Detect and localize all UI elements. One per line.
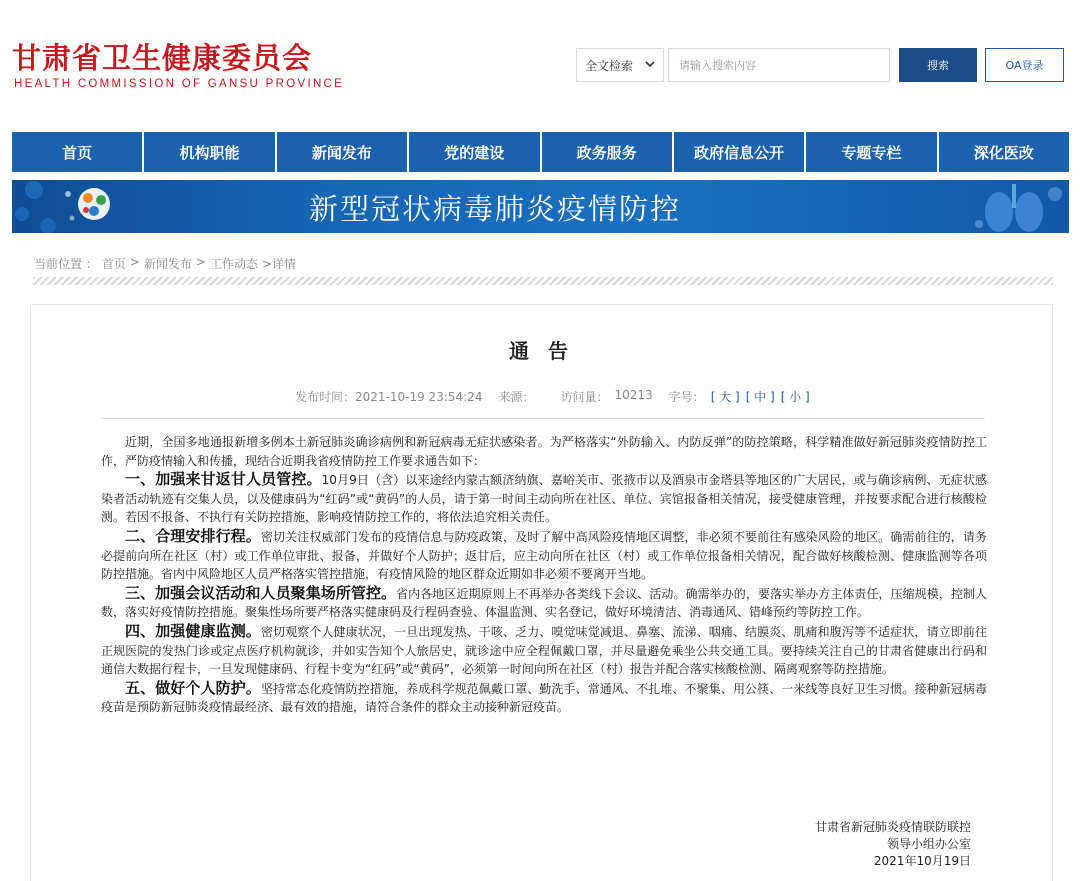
font-size-small-button[interactable]: [ 小 ] xyxy=(780,390,810,404)
section-text: 密切关注权威部门发布的疫情信息与防疫政策，及时了解中高风险疫情地区调整，非必须不要前往有感染风险的地区。确需前往的，请务必提前向所在社区（村）或工作单位审批、报备，并做好个人防护；返甘后，应主动向所在社区（村）或工作单位报备相关情况，配合做好核酸检测、健康监测等各项防控措施。省内中风险地区人员严格落实管控措施，有疫情风险的地区群众近期如非必须不要离开当地。 xyxy=(101,529,987,582)
site-logo-title[interactable]: 甘肃省卫生健康委员会 xyxy=(12,41,313,75)
section-heading: 三、加强会议活动和人员聚集场所管控。 xyxy=(125,583,397,602)
article-section xyxy=(101,470,987,527)
lungs-icon xyxy=(959,180,1069,233)
section-text: 省内各地区近期原则上不再举办各类线下会议、活动。确需举办的，要落实举办方主体责任，压缩规模，控制人数，落实好疫情防控措施。聚集性场所要严格落实健康码及行程码查验、体温监测、实名登记，做好环境清洁、消毒通风、错峰预约等防控工作。 xyxy=(101,586,987,620)
nav-item-functions[interactable]: 机构职能 xyxy=(144,132,274,172)
article-title: 通 告 xyxy=(509,339,574,363)
article-section xyxy=(101,527,987,584)
covid-banner[interactable] xyxy=(12,180,1069,233)
article-section xyxy=(101,584,987,622)
article-section xyxy=(101,679,987,717)
search-button[interactable]: 搜索 xyxy=(899,48,977,82)
article-body xyxy=(101,433,987,717)
chevron-down-icon xyxy=(644,58,656,70)
search-scope-select[interactable] xyxy=(576,48,664,82)
signature-date: 2021年10月19日 xyxy=(873,854,971,868)
breadcrumb-current: >详情 xyxy=(262,257,297,271)
signature-office: 领导小组办公室 xyxy=(886,837,971,851)
virus-molecule-icon xyxy=(12,180,152,233)
article-intro: 近期，全国多地通报新增多例本土新冠肺炎确诊病例和新冠病毒无症状感染者。为严格落实“外防输入、内防反弹”的防控策略，科学精准做好新冠肺炎疫情防控工作，严防疫情输入和传播，现结合近期我省疫情防控工作要求通告如下： xyxy=(101,435,987,468)
search-scope-value: 全文检索 xyxy=(585,58,634,73)
breadcrumb-separator: > xyxy=(195,255,206,269)
article-section xyxy=(101,622,987,679)
section-text: 密切观察个人健康状况，一旦出现发热、干咳、乏力、嗅觉味觉减退、鼻塞、流涕、咽痛、结膜炎、肌痛和腹泻等不适症状，请立即前往正规医院的发热门诊或定点医疗机构就诊，并如实告知个人旅居史，就诊途中应全程佩戴口罩，并尽量避免乘坐公共交通工具。要持续关注自己的甘肃省健康出行码和通信大数据行程卡，一旦发现健康码、行程卡变为“红码”或“黄码”，必须第一时间向所在社区（村）报告并配合落实核酸检测、隔离观察等防控措施。 xyxy=(101,624,987,677)
main-nav xyxy=(12,132,1069,172)
nav-item-topics[interactable]: 专题专栏 xyxy=(806,132,936,172)
section-heading: 一、加强来甘返甘人员管控。 xyxy=(125,470,322,489)
breadcrumb-home-link[interactable]: 首页 xyxy=(101,257,126,271)
article-meta xyxy=(295,388,810,405)
nav-item-services[interactable]: 政务服务 xyxy=(542,132,672,172)
article-signature xyxy=(781,819,971,870)
site-header xyxy=(0,0,1080,130)
breadcrumb-separator: > xyxy=(129,255,140,269)
breadcrumb-news-link[interactable]: 新闻发布 xyxy=(143,257,192,271)
nav-item-home[interactable]: 首页 xyxy=(12,132,142,172)
section-heading: 二、合理安排行程。 xyxy=(125,526,261,545)
oa-login-button[interactable]: OA登录 xyxy=(985,48,1064,82)
views-label: 访问量： xyxy=(560,390,609,404)
breadcrumb xyxy=(34,255,296,272)
font-size-label: 字号： xyxy=(668,390,705,404)
section-text: 坚持常态化疫情防控措施，养成科学规范佩戴口罩、勤洗手、常通风、不扎堆、不聚集、用公筷、一米线等良好卫生习惯。接种新冠病毒疫苗是预防新冠肺炎疫情最经济、最有效的措施，请符合条件的群众主动接种新冠疫苗。 xyxy=(101,681,987,715)
site-logo-subtitle: HEALTH COMMISSION OF GANSU PROVINCE xyxy=(14,78,345,90)
nav-item-disclosure[interactable]: 政府信息公开 xyxy=(674,132,804,172)
section-heading: 四、加强健康监测。 xyxy=(125,621,261,640)
source-label: 来源： xyxy=(498,390,535,404)
nav-item-news[interactable]: 新闻发布 xyxy=(277,132,407,172)
section-heading: 五、做好个人防护。 xyxy=(125,678,261,697)
article-panel xyxy=(30,304,1053,881)
views-count: 10213 xyxy=(614,388,653,402)
publish-time: 发布时间：2021-10-19 23:54:24 xyxy=(295,390,483,404)
meta-divider xyxy=(101,418,985,419)
breadcrumb-work-link[interactable]: 工作动态 xyxy=(209,257,258,271)
nav-item-reform[interactable]: 深化医改 xyxy=(939,132,1069,172)
breadcrumb-label: 当前位置 ： xyxy=(34,257,98,271)
divider xyxy=(33,277,1053,285)
search-input[interactable] xyxy=(668,48,890,82)
nav-item-party[interactable]: 党的建设 xyxy=(409,132,539,172)
section-text: 10月9日（含）以来途经内蒙古额济纳旗、嘉峪关市、张掖市以及酒泉市金塔县等地区的广大居民，或与确诊病例、无症状感染者活动轨迹有交集人员，以及健康码为“红码”或“黄码”的人员，请于第一时间主动向所在社区、单位、宾馆报备相关情况，接受健康管理，并按要求配合进行核酸检测。若因不报备、不执行有关防控措施，影响疫情防控工作的，将依法追究相关责任。 xyxy=(101,473,987,525)
font-size-medium-button[interactable]: [ 中 ] xyxy=(745,390,775,404)
banner-title: 新型冠状病毒肺炎疫情防控 xyxy=(309,192,682,226)
font-size-large-button[interactable]: [ 大 ] xyxy=(710,390,740,404)
signature-org: 甘肃省新冠肺炎疫情联防联控 xyxy=(814,820,971,834)
